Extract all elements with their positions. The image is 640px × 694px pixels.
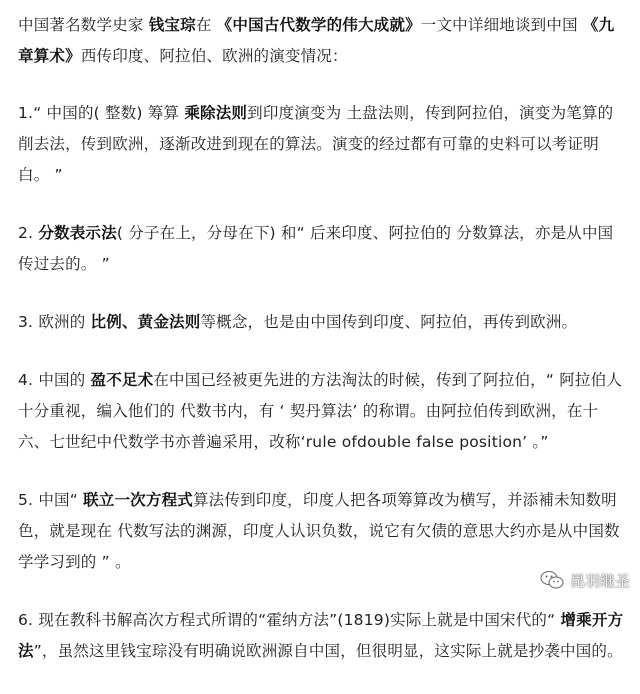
article-body: [18, 10, 628, 694]
watermark-text: 昆羽继圣: [569, 571, 630, 590]
item-keyword: 联立一次方程式: [83, 491, 193, 509]
list-item-1: [18, 98, 628, 191]
item-text: 在中国已经被更先进的方法淘汰的时候，传到了阿拉伯，“ 阿拉伯人十分重视，编入他们的 代数书内，有 ‘ 契丹算法’ 的称谓。由阿拉伯传到欧洲，在十六、七世纪中代数学书亦普遍采用，改称‘rule ofdouble false position’ 。”: [18, 371, 623, 451]
book-title: 《九章算术》: [18, 16, 615, 65]
item-text: 到印度演变为 土盘法则，传到阿拉伯，演变为笔算的削去法，传到欧洲，逐渐改进到现在的算法。演变的经过都有可靠的史料可以考证明白。 ”: [18, 104, 614, 184]
intro-text: 在: [195, 16, 217, 34]
item-keyword: 比例、黄金法则: [90, 313, 201, 331]
author-name: 钱宝琮: [148, 16, 196, 34]
item-keyword: 分数表示法: [38, 224, 117, 242]
list-item-6: [18, 605, 628, 667]
book-title: 《中国古代数学的伟大成就》: [216, 16, 421, 34]
list-item-5: [18, 485, 628, 578]
intro-text: 中国著名数学史家: [18, 16, 149, 34]
intro-text: 西传印度、阿拉伯、欧洲的演变情况：: [80, 47, 348, 65]
item-text: 1.“ 中国的( 整数) 筹算: [18, 104, 185, 122]
watermark: [540, 568, 630, 592]
item-text: 算法传到印度，印度人把各项筹算改为横写，并添補未知数明色，就是现在 代数写法的渊源，印度人认识负数，说它有欠债的意思大约亦是从中国数学学习到的 ” 。: [18, 491, 620, 571]
item-text: ( 分子在上，分母在下) 和“ 后来印度、阿拉伯的 分数算法，亦是从中国传过去的。 ”: [18, 224, 614, 273]
item-keyword: 增乘开方法: [18, 611, 624, 660]
item-keyword: 盈不足术: [90, 371, 154, 389]
list-item-4: [18, 365, 628, 458]
item-text: 6. 现在教科书解高次方程式所谓的“霍纳方法”(1819)实际上就是中国宋代的“: [18, 611, 561, 629]
item-text: 等概念，也是由中国传到印度、阿拉伯，再传到欧洲。: [200, 313, 578, 331]
wechat-icon: [540, 570, 564, 590]
list-item-2: [18, 218, 628, 280]
item-text: ”，虽然这里钱宝琮没有明确说欧洲源自中国，但很明显，这实际上就是抄袭中国的。: [33, 642, 623, 660]
item-text: 4. 中国的: [18, 371, 91, 389]
item-text: 2.: [18, 224, 39, 242]
item-text: 3. 欧洲的: [18, 313, 91, 331]
intro-text: 一文中详细地谈到中国: [420, 16, 583, 34]
item-text: 5. 中国“: [18, 491, 84, 509]
intro-paragraph: [18, 10, 628, 72]
list-item-3: [18, 307, 628, 338]
item-keyword: 乘除法则: [184, 104, 248, 122]
